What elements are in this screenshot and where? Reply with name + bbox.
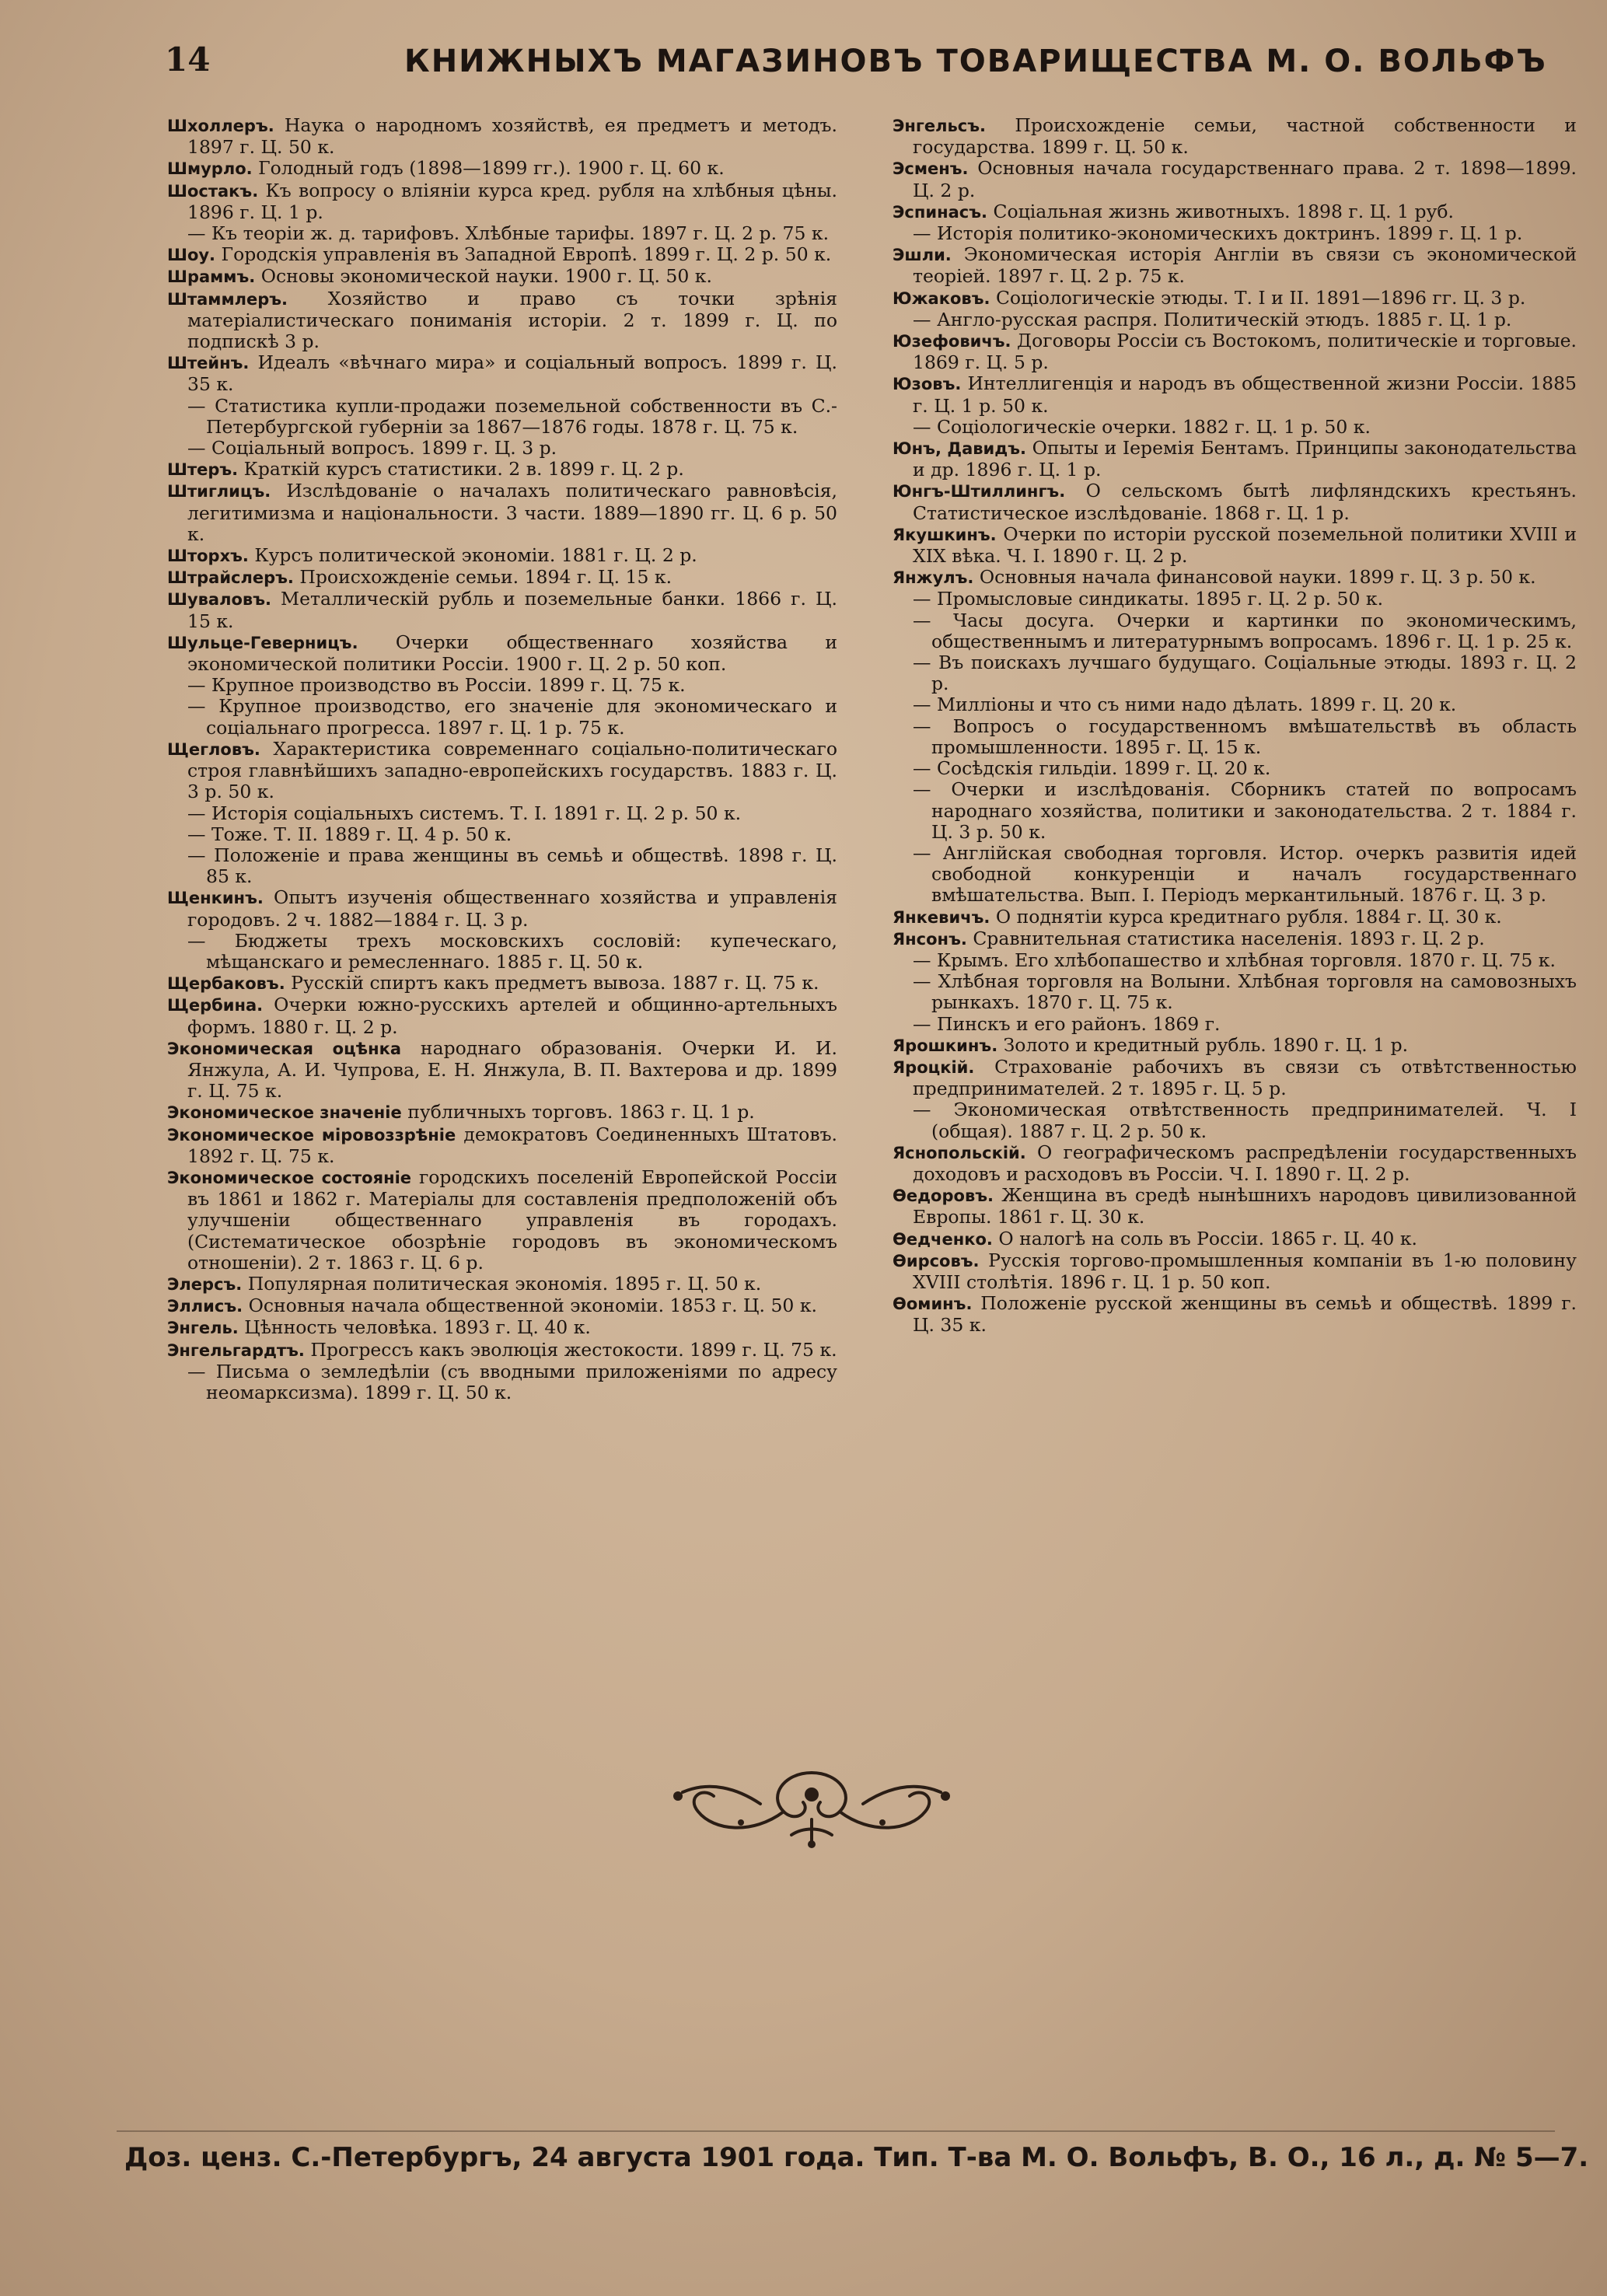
entry-author: Штрайслеръ. [167, 568, 294, 588]
entry-author: Юнгъ-Штиллингъ. [893, 482, 1066, 501]
entry-text: — Соціологическіе очерки. 1882 г. Ц. 1 р. 50 к. [913, 415, 1371, 438]
catalog-entry [893, 115, 1577, 158]
catalog-subentry [167, 931, 837, 973]
catalog-entry [893, 1057, 1577, 1099]
entry-text: — Вопросъ о государственномъ вмѣшательствѣ въ область промышленности. 1895 г. Ц. 15 к. [913, 715, 1577, 758]
catalog-entry [167, 973, 837, 994]
catalog-subentry [893, 971, 1577, 1013]
catalog-subentry [893, 779, 1577, 843]
catalog-subentry [167, 1361, 837, 1403]
entry-text: — Тоже. Т. II. 1889 г. Ц. 4 р. 50 к. [187, 823, 512, 845]
catalog-entry [893, 1035, 1577, 1057]
entry-author: Эшли. [893, 246, 952, 265]
entry-text: Прогрессъ какъ эволюція жестокости. 1899 г. Ц. 75 к. [310, 1338, 837, 1361]
decorative-scroll-ornament [667, 1757, 956, 1849]
catalog-entry [893, 928, 1577, 950]
catalog-entry [167, 158, 837, 180]
catalog-entry [167, 887, 837, 930]
entry-author: Экономическое состояніе [167, 1168, 412, 1187]
entry-author: Янсонъ. [893, 929, 967, 949]
catalog-entry [893, 907, 1577, 928]
catalog-entry [167, 1038, 837, 1103]
entry-author: Ярошкинъ. [893, 1036, 998, 1055]
catalog-entry [893, 524, 1577, 567]
catalog-entry [167, 459, 837, 481]
entry-text: — Промысловые синдикаты. 1895 г. Ц. 2 р. 50 к. [913, 588, 1384, 610]
entry-text: — Соціальный вопросъ. 1899 г. Ц. 3 р. [187, 437, 557, 460]
entry-author: Якушкинъ. [893, 525, 997, 544]
entry-text: — Англійская свободная торговля. Истор. очеркъ развитія идей свободной конкуренціи и началъ государственнаго вмѣшательства. Вып. I. Періодъ меркантильный. 1876 г. Ц. 3 р. [913, 841, 1577, 907]
entry-text: Популярная политическая экономія. 1895 г. Ц. 50 к. [247, 1272, 762, 1295]
entry-text: — Въ поискахъ лучшаго будущаго. Соціальные этюды. 1893 г. Ц. 2 р. [913, 652, 1577, 695]
catalog-subentry [167, 845, 837, 887]
catalog-entry [167, 739, 837, 803]
entry-author: Ѳедченко. [893, 1229, 993, 1249]
catalog-subentry [893, 610, 1577, 652]
catalog-entry [893, 1250, 1577, 1293]
entry-text: Происхожденіе семьи, частной собственности и государства. 1899 г. Ц. 50 к. [913, 114, 1577, 159]
entry-text: Русскія торгово-промышленныя компаніи въ 1-ю половину XVIII столѣтія. 1896 г. Ц. 1 р. 50 коп. [913, 1249, 1577, 1293]
entry-author: Янкевичъ. [893, 907, 990, 927]
entry-text: Экономическая исторія Англіи въ связи съ экономической теоріей. 1897 г. Ц. 2 р. 75 к. [913, 243, 1577, 288]
catalog-entry [167, 1340, 837, 1361]
catalog-subentry [893, 589, 1577, 610]
entry-text: Наука о народномъ хозяйствѣ, ея предметъ и методъ. 1897 г. Ц. 50 к. [187, 114, 837, 159]
catalog-entry [893, 1185, 1577, 1228]
entry-text: Изслѣдованіе о началахъ политическаго равновѣсія, легитимизма и національности. 3 части. 1889—1890 гг. Ц. 6 р. 50 к. [187, 480, 837, 545]
entry-text: Договоры Россіи съ Востокомъ, политическіе и торговые. 1869 г. Ц. 5 р. [913, 330, 1577, 374]
catalog-entry [167, 266, 837, 288]
entry-text: Сравнительная статистика населенія. 1893 г. Ц. 2 р. [973, 927, 1485, 949]
catalog-entry [167, 545, 837, 567]
entry-author: Ѳирсовъ. [893, 1251, 980, 1270]
catalog-entry [167, 567, 837, 589]
catalog-entry [167, 352, 837, 395]
entry-text: О поднятіи курса кредитнаго рубля. 1884 г. Ц. 30 к. [995, 905, 1502, 928]
catalog-entry [167, 115, 837, 158]
entry-author: Эллисъ. [167, 1297, 243, 1316]
entry-author: Шостакъ. [167, 181, 259, 201]
entry-author: Энгель. [167, 1319, 239, 1338]
entry-text: Металлическій рубль и поземельные банки. 1866 г. Ц. 15 к. [187, 588, 837, 632]
catalog-subentry [893, 716, 1577, 758]
entry-author: Шторхъ. [167, 547, 249, 566]
entry-author: Эспинасъ. [893, 202, 987, 222]
catalog-subentry [893, 1014, 1577, 1035]
catalog-entry [167, 1317, 837, 1339]
catalog-subentry [167, 675, 837, 696]
catalog-entry [167, 244, 837, 266]
catalog-entry [893, 1293, 1577, 1336]
entry-author: Экономическое міровоззрѣніе [167, 1125, 456, 1145]
entry-text: — Бюджеты трехъ московскихъ сословій: купеческаго, мѣщанскаго и ремесленнаго. 1885 г. Ц. 50 к. [187, 929, 837, 973]
entry-text: Цѣнность человѣка. 1893 г. Ц. 40 к. [244, 1316, 591, 1339]
entry-text: Краткій курсъ статистики. 2 в. 1899 г. Ц. 2 р. [243, 458, 684, 481]
catalog-subentry [167, 824, 837, 845]
catalog-subentry [893, 223, 1577, 244]
entry-text: Соціальная жизнь животныхъ. 1898 г. Ц. 1 руб. [993, 200, 1454, 222]
entry-text: демократовъ Соединенныхъ Штатовъ. 1892 г. Ц. 75 к. [187, 1123, 837, 1167]
entry-text: Очерки южно-русскихъ артелей и общинно-артельныхъ формъ. 1880 г. Ц. 2 р. [187, 994, 837, 1038]
running-head: КНИЖНЫХЪ МАГАЗИНОВЪ ТОВАРИЩЕСТВА М. О. ВОЛЬФЪ [404, 44, 1547, 79]
entry-author: Шраммъ. [167, 267, 256, 287]
catalog-entry [893, 1142, 1577, 1185]
catalog-subentry [167, 396, 837, 438]
entry-text: Страхованіе рабочихъ въ связи съ отвѣтственностью предпринимателей. 2 т. 1895 г. Ц. 5 р. [913, 1055, 1577, 1100]
catalog-entry [167, 589, 837, 631]
entry-author: Щербаковъ. [167, 974, 285, 994]
catalog-entry [893, 567, 1577, 589]
catalog-entry [893, 201, 1577, 223]
catalog-entry [893, 481, 1577, 523]
catalog-subentry [893, 694, 1577, 715]
entry-author: Эсменъ. [893, 159, 969, 179]
entry-text: Основныя начала государственнаго права. 2 т. 1898—1899. Ц. 2 р. [913, 157, 1577, 201]
entry-author: Штаммлеръ. [167, 289, 288, 309]
entry-author: Шуваловъ. [167, 590, 271, 610]
catalog-entry [167, 288, 837, 353]
entry-text: Соціологическіе этюды. Т. I и II. 1891—1896 гг. Ц. 3 р. [995, 286, 1526, 309]
entry-text: Идеалъ «вѣчнаго мира» и соціальный вопросъ. 1899 г. Ц. 35 к. [187, 351, 837, 396]
catalog-entry [167, 481, 837, 545]
entry-text: О географическомъ распредѣленіи государственныхъ доходовъ и расходовъ въ Россіи. Ч. I. 1890 г. Ц. 2 р. [913, 1141, 1577, 1185]
entry-author: Элерсъ. [167, 1274, 243, 1294]
catalog-entry [167, 1167, 837, 1274]
entry-text: Основы экономической науки. 1900 г. Ц. 50 к. [260, 265, 712, 288]
catalog-subentry [167, 803, 837, 824]
entry-author: Южаковъ. [893, 288, 990, 308]
entry-text: Происхожденіе семьи. 1894 г. Ц. 15 к. [299, 566, 672, 589]
entry-author: Юзовъ. [893, 375, 962, 394]
entry-author: Штеръ. [167, 460, 239, 480]
entry-text: — Англо-русская распря. Политическій этюдъ. 1885 г. Ц. 1 р. [913, 308, 1512, 330]
page-number: 14 [165, 40, 211, 79]
entry-text: Хозяйство и право съ точки зрѣнія матеріалистическаго пониманія исторіи. 2 т. 1899 г. Ц. по подпискѣ 3 р. [187, 287, 837, 353]
entry-text: — Статистика купли-продажи поземельной собственности въ С.-Петербургской губерніи за 1867—1876 годы. 1878 г. Ц. 75 к. [187, 394, 837, 438]
entry-text: Интеллигенція и народъ въ общественной жизни Россіи. 1885 г. Ц. 1 р. 50 к. [913, 372, 1577, 417]
catalog-entry [893, 244, 1577, 287]
catalog-entry [893, 1228, 1577, 1250]
entry-text: — Положеніе и права женщины въ семьѣ и обществѣ. 1898 г. Ц. 85 к. [187, 844, 837, 888]
entry-text: Опытъ изученія общественнаго хозяйства и управленія городовъ. 2 ч. 1882—1884 г. Ц. 3 р. [187, 886, 837, 931]
entry-author: Шульце-Геверницъ. [167, 633, 358, 652]
entry-author: Щербина. [167, 996, 264, 1015]
entry-text: Опыты и Іеремія Бентамъ. Принципы законодательства и др. 1896 г. Ц. 1 р. [913, 437, 1577, 481]
catalog-entry [167, 1274, 837, 1295]
entry-text: — Милліоны и что съ ними надо дѣлать. 1899 г. Ц. 20 к. [913, 694, 1457, 716]
entry-text: — Крымъ. Его хлѣбопашество и хлѣбная торговля. 1870 г. Ц. 75 к. [913, 949, 1556, 971]
entry-text: Курсъ политической экономіи. 1881 г. Ц. 2 р. [254, 544, 697, 567]
catalog-subentry [167, 696, 837, 738]
entry-author: Яснопольскій. [893, 1143, 1026, 1162]
catalog-entry [167, 632, 837, 675]
entry-author: Янжулъ. [893, 568, 974, 588]
catalog-subentry [893, 843, 1577, 907]
entry-text: — Крупное производство, его значеніе для экономическаго и соціальнаго прогресса. 1897 г. Ц. 1 р. 75 к. [187, 695, 837, 739]
entry-text: народнаго образованія. Очерки И. И. Янжула, А. И. Чупрова, Е. Н. Янжула, В. П. Вахтерова и др. 1899 г. Ц. 75 к. [187, 1036, 837, 1103]
catalog-entry [893, 373, 1577, 416]
entry-author: Щенкинъ. [167, 889, 264, 908]
entry-author: Шмурло. [167, 159, 253, 179]
entry-author: Энгельгардтъ. [167, 1340, 305, 1360]
entry-text: Къ вопросу о вліяніи курса кред. рубля на хлѣбныя цѣны. 1896 г. Ц. 1 р. [187, 179, 837, 223]
catalog-entry [893, 158, 1577, 201]
entry-text: — Письма о земледѣліи (съ вводными приложеніями по адресу неомарксизма). 1899 г. Ц. 50 к. [187, 1360, 837, 1403]
entry-text: О налогѣ на соль въ Россіи. 1865 г. Ц. 40 к. [998, 1227, 1418, 1249]
entry-text: — Очерки и изслѣдованія. Сборникъ статей по вопросамъ народнаго хозяйства, политики и законодательства. 2 т. 1884 г. Ц. 3 р. 50 к. [913, 778, 1577, 843]
entry-text: публичныхъ торговъ. 1863 г. Ц. 1 р. [407, 1101, 755, 1124]
entry-text: — Къ теоріи ж. д. тарифовъ. Хлѣбные тарифы. 1897 г. Ц. 2 р. 75 к. [187, 222, 830, 245]
entry-text: Очерки общественнаго хозяйства и экономической политики Россіи. 1900 г. Ц. 2 р. 50 коп. [187, 631, 837, 676]
catalog-subentry [893, 417, 1577, 438]
entry-author: Щегловъ. [167, 739, 260, 759]
catalog-entry [167, 994, 837, 1037]
catalog-entry [893, 330, 1577, 373]
entry-text: — Сосѣдскія гильдіи. 1899 г. Ц. 20 к. [913, 757, 1271, 780]
entry-author: Шоу. [167, 246, 216, 265]
catalog-entry [167, 1124, 837, 1167]
catalog-subentry [167, 438, 837, 459]
catalog-entry [167, 180, 837, 223]
catalog-entry [893, 438, 1577, 481]
catalog-subentry [893, 1099, 1577, 1141]
catalog-subentry [893, 950, 1577, 971]
entry-text: — Исторія политико-экономическихъ доктринъ. 1899 г. Ц. 1 р. [913, 222, 1523, 245]
entry-text: Золото и кредитный рубль. 1890 г. Ц. 1 р. [1003, 1033, 1409, 1056]
imprint-line: Доз. ценз. С.-Петербургъ, 24 августа 1901 года. Тип. Т-ва М. О. Вольфъ, В. О., 16 л., д. № 5—7. [124, 2142, 1589, 2173]
catalog-subentry [893, 652, 1577, 694]
catalog-entry [167, 1295, 837, 1317]
entry-text: — Крупное производство въ Россіи. 1899 г. Ц. 75 к. [187, 674, 686, 697]
left-column [167, 115, 837, 1403]
entry-text: городскихъ поселеній Европейской Россіи въ 1861 и 1862 г. Матеріалы для составленія предположеній объ улучшеніи общественнаго управленія въ городахъ. (Систематическое обозрѣніе городовъ въ экономическомъ отношеніи). 2 т. 1863 г. Ц. 6 р. [187, 1165, 837, 1274]
entry-text: Основныя начала общественной экономіи. 1853 г. Ц. 50 к. [248, 1295, 818, 1317]
entry-author: Штейнъ. [167, 354, 250, 373]
entry-author: Ѳедоровъ. [893, 1186, 994, 1206]
catalog-entry [167, 1102, 837, 1124]
entry-text: Голодный годъ (1898—1899 гг.). 1900 г. Ц. 60 к. [258, 157, 725, 180]
entry-text: Характеристика современнаго соціально-политическаго строя главнѣйшихъ западно-европейскихъ государствъ. 1883 г. Ц. 3 р. 50 к. [187, 737, 837, 803]
entry-text: Женщина въ средѣ нынѣшнихъ народовъ цивилизованной Европы. 1861 г. Ц. 30 к. [913, 1184, 1577, 1228]
entry-text: — Исторія соціальныхъ системъ. Т. I. 1891 г. Ц. 2 р. 50 к. [187, 802, 742, 824]
entry-author: Яроцкій. [893, 1057, 975, 1077]
entry-text: Основныя начала финансовой науки. 1899 г. Ц. 3 р. 50 к. [979, 566, 1536, 589]
entry-author: Юнъ, Давидъ. [893, 439, 1026, 459]
entry-text: Очерки по исторіи русской поземельной политики XVIII и XIX вѣка. Ч. I. 1890 г. Ц. 2 р. [913, 522, 1577, 568]
entry-author: Штиглицъ. [167, 482, 271, 501]
entry-author: Экономическое значеніе [167, 1103, 402, 1123]
entry-author: Юзефовичъ. [893, 332, 1011, 351]
entry-author: Энгельсъ. [893, 117, 987, 135]
entry-author: Экономическая оцѣнка [167, 1039, 402, 1058]
catalog-subentry [167, 223, 837, 244]
catalog-subentry [893, 758, 1577, 779]
entry-text: — Экономическая отвѣтственность предпринимателей. Ч. I (общая). 1887 г. Ц. 2 р. 50 к. [913, 1099, 1577, 1142]
catalog-entry [893, 288, 1577, 309]
entry-text: — Хлѣбная торговля на Волыни. Хлѣбная торговля на самовозныхъ рынкахъ. 1870 г. Ц. 75 к. [913, 970, 1577, 1014]
right-column [893, 115, 1577, 1337]
entry-text: — Часы досуга. Очерки и картинки по экономическимъ, общественнымъ и литературнымъ вопросамъ. 1896 г. Ц. 1 р. 25 к. [913, 609, 1577, 652]
entry-text: Русскій спиртъ какъ предметъ вывоза. 1887 г. Ц. 75 к. [291, 972, 819, 994]
entry-author: Шхоллеръ. [167, 117, 274, 135]
entry-text: Городскія управленія въ Западной Европѣ. 1899 г. Ц. 2 р. 50 к. [221, 243, 832, 266]
entry-text: Положеніе русской женщины въ семьѣ и обществѣ. 1899 г. Ц. 35 к. [913, 1292, 1577, 1337]
entry-text: — Пинскъ и его районъ. 1869 г. [913, 1012, 1221, 1035]
catalog-subentry [893, 309, 1577, 330]
footer-rule [117, 2130, 1555, 2132]
entry-author: Ѳоминъ. [893, 1295, 973, 1314]
entry-text: О сельскомъ бытѣ лифляндскихъ крестьянъ. Статистическое изслѣдованіе. 1868 г. Ц. 1 р. [913, 480, 1577, 524]
